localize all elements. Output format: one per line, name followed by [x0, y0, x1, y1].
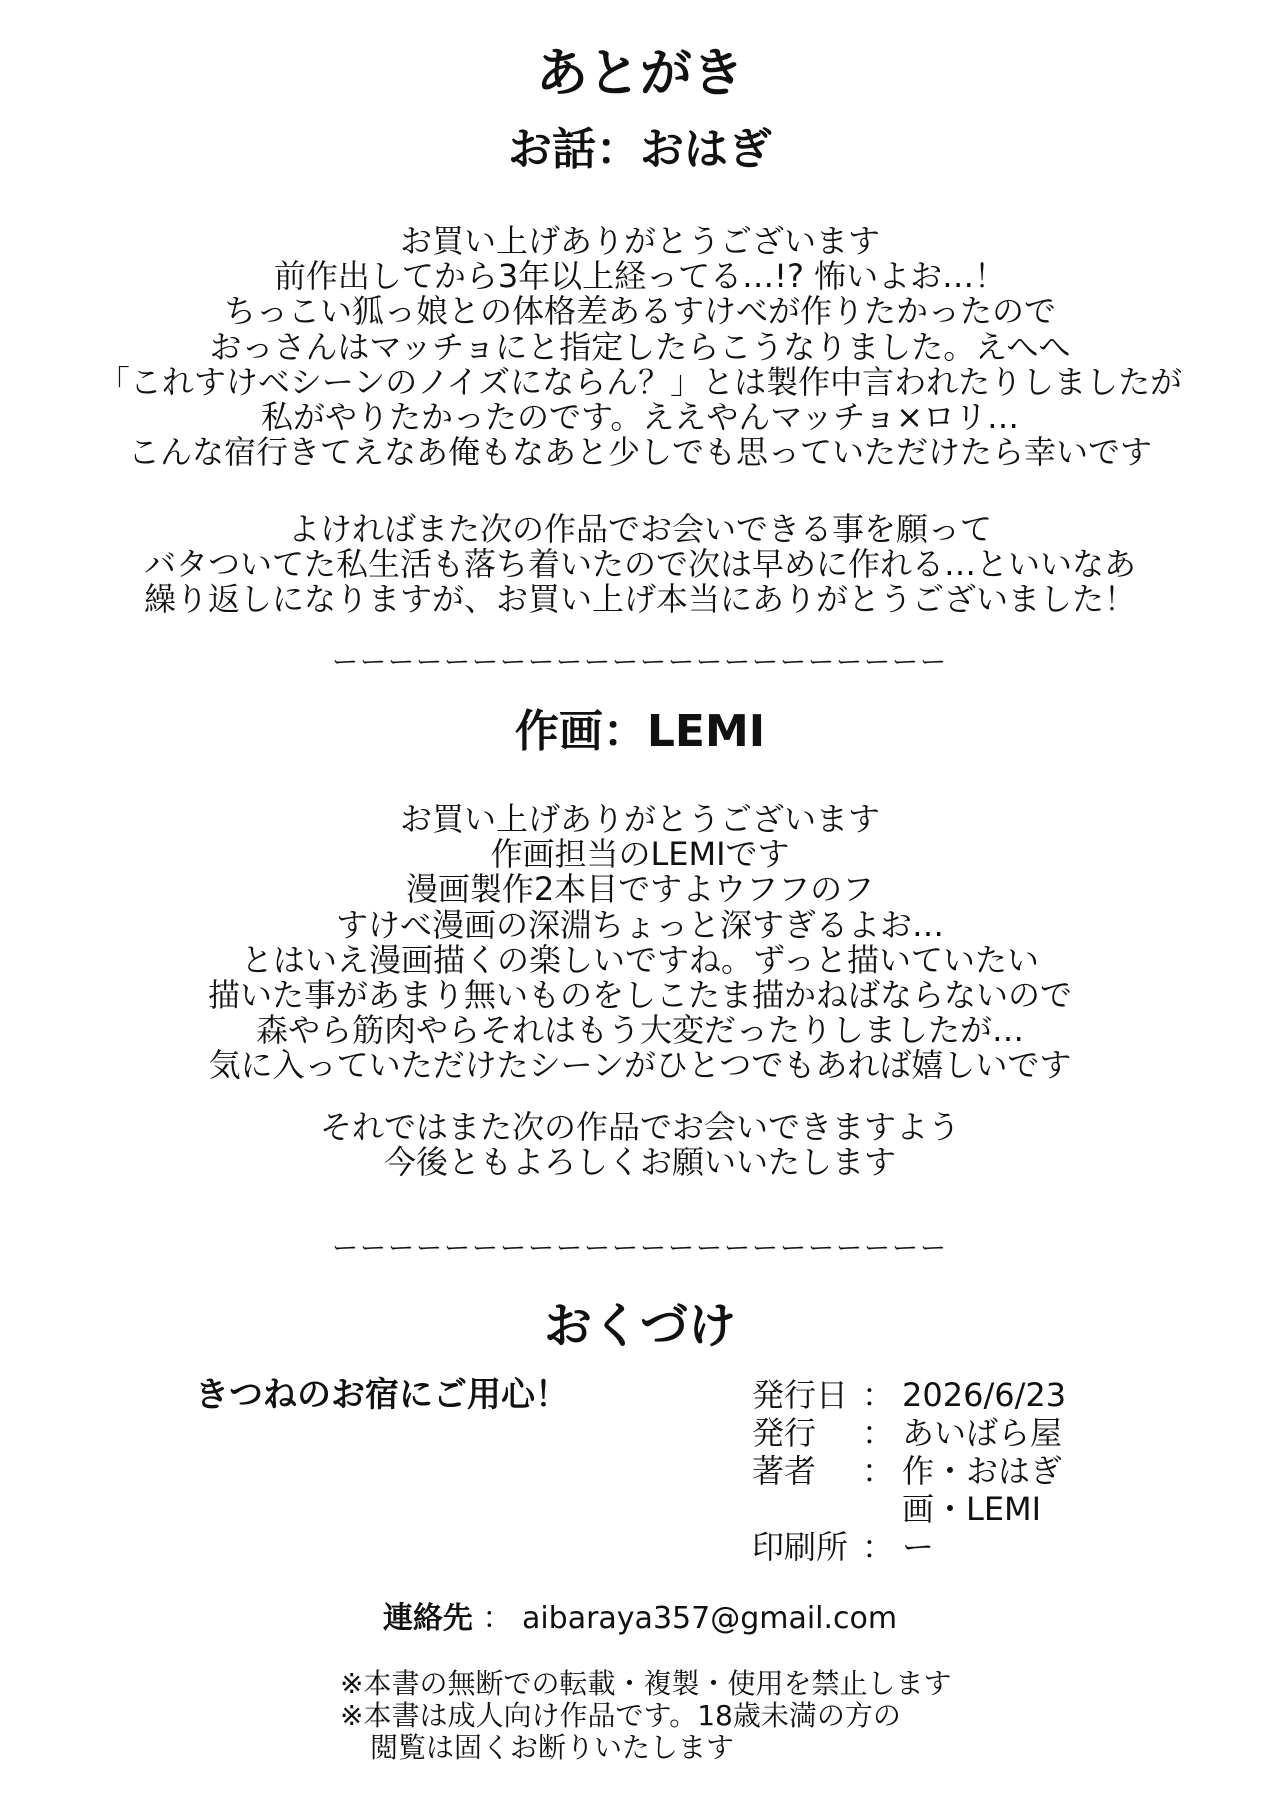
text-line: 漫画製作2本目ですよウフフのフ — [405, 870, 875, 909]
separator: ： — [861, 1376, 894, 1414]
section-divider: ーーーーーーーーーーーーーーーーーーーーーー — [331, 1234, 948, 1264]
art-heading: 作画：LEMI — [514, 706, 766, 757]
publisher-label: 発行 — [752, 1414, 817, 1452]
text-line: 繰り返しになりますが、お買い上げ本当にありがとうございました！ — [143, 580, 1136, 619]
colophon-info — [752, 1376, 1066, 1566]
section-divider: ーーーーーーーーーーーーーーーーーーーーーー — [331, 648, 948, 678]
legal-note: ※本書の無断での転載・複製・使用を禁止します — [340, 1667, 952, 1700]
empty-cell — [860, 1490, 896, 1528]
publisher-row — [752, 1414, 1066, 1452]
book-title: きつねのお宿にご用心！ — [195, 1375, 569, 1415]
text-line: 私がやりたかったのです。ええやんマッチョ×ロリ… — [260, 398, 1019, 437]
author-row — [752, 1452, 1066, 1490]
printer-row — [752, 1528, 1066, 1566]
author-label: 著者 — [752, 1452, 817, 1490]
empty-cell — [752, 1490, 860, 1528]
contact-line — [0, 1601, 1280, 1636]
separator: ： — [861, 1414, 894, 1452]
publisher-value: あいばら屋 — [902, 1414, 1063, 1452]
printer-label: 印刷所 — [752, 1528, 849, 1566]
text-line: すけべ漫画の深淵ちょっと深すぎるよお… — [335, 905, 944, 944]
text-line: それではまた次の作品でお会いできますよう — [319, 1108, 960, 1146]
text-line: 森やら筋肉やらそれはもう大変だったりしましたが… — [255, 1011, 1024, 1050]
contact-label: 連絡先 — [382, 1601, 473, 1636]
text-line: バタついてた私生活も落ち着いたので次は早めに作れる…といいなあ — [143, 545, 1136, 584]
text-line: とはいえ漫画描くの楽しいですね。ずっと描いていたい — [240, 940, 1040, 979]
author-art-value: 画・LEMI — [902, 1490, 1042, 1528]
text-line: 前作出してから3年以上経ってる…!? 怖いよお…！ — [273, 257, 1007, 296]
printer-value: ー — [902, 1528, 935, 1566]
text-line: おっさんはマッチョにと指定したらこうなりました。えへへ — [209, 327, 1071, 366]
separator: ： — [861, 1528, 894, 1566]
story-paragraph-2 — [0, 512, 1280, 618]
legal-note: ※本書は成人向け作品です。18歳未満の方の — [340, 1699, 901, 1732]
separator: ： — [482, 1601, 513, 1636]
publish-date-value: 2026/6/23 — [902, 1376, 1067, 1414]
legal-note: 閲覧は固くお断りいたします — [370, 1731, 735, 1764]
contact-email: aibaraya357@gmail.com — [521, 1601, 898, 1636]
publish-date-label: 発行日 — [752, 1376, 849, 1414]
legal-notes — [340, 1668, 951, 1764]
text-line: 今後ともよろしくお願いいたします — [383, 1143, 896, 1182]
author-story-value: 作・おはぎ — [902, 1452, 1063, 1490]
text-line: ちっこい狐っ娘との体格差あるすけべが作りたかったので — [223, 292, 1056, 331]
text-line: 「これすけベシーンのノイズにならん？」とは製作中言われたりしましたが — [97, 362, 1183, 401]
art-paragraph-1 — [0, 802, 1280, 1084]
text-line: お買い上げありがとうございます — [399, 222, 880, 260]
art-paragraph-2 — [0, 1110, 1280, 1180]
colophon-heading: おくづけ — [543, 1298, 736, 1354]
author-row-2 — [752, 1490, 1066, 1528]
text-line: 描いた事があまり無いものをしこたま描かねばならないので — [207, 976, 1072, 1015]
text-line: お買い上げありがとうございます — [399, 800, 880, 838]
text-line: 作画担当のLEMIです — [490, 835, 790, 874]
page-title: あとがき — [535, 44, 744, 104]
publish-date-row — [752, 1376, 1066, 1414]
text-line: 気に入っていただけたシーンがひとつでもあれば嬉しいです — [208, 1046, 1072, 1085]
text-line: よければまた次の作品でお会いできる事を願って — [287, 510, 992, 548]
story-paragraph-1 — [0, 224, 1280, 470]
text-line: こんな宿行きてえなあ俺もなあと少しでも思っていただけたら幸いです — [127, 433, 1152, 472]
story-heading: お話：おはぎ — [508, 124, 772, 175]
separator: ： — [861, 1452, 894, 1490]
